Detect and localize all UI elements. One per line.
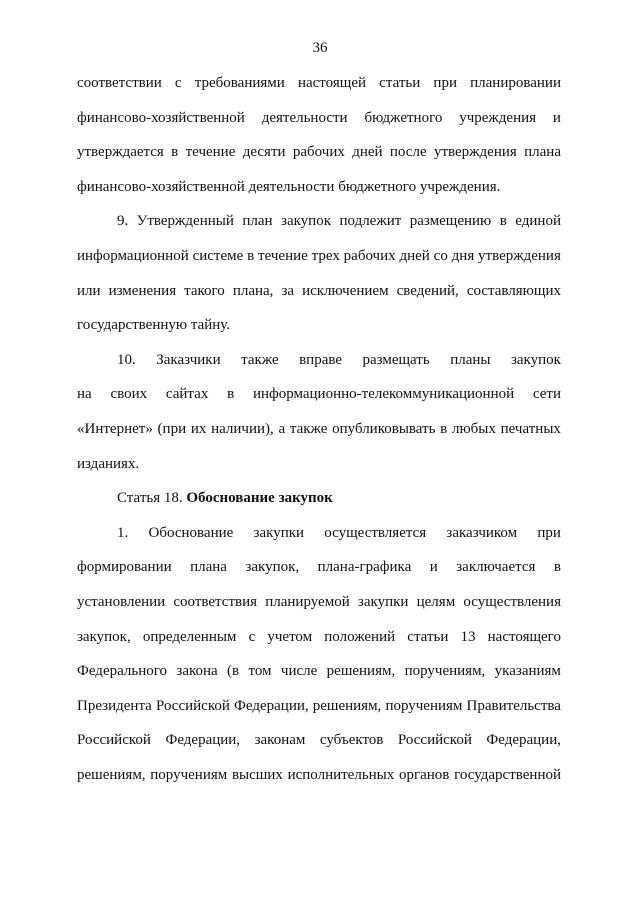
document-body (77, 72, 561, 798)
word: требованиями (194, 75, 285, 91)
word: информационно-телекоммуникационной (252, 386, 515, 403)
word: планируемой (265, 593, 350, 610)
word: законам (254, 732, 306, 749)
text-line (77, 418, 561, 453)
word: также (289, 420, 328, 437)
word: органов (398, 766, 450, 783)
word: планы (450, 351, 491, 368)
text-line (77, 591, 561, 626)
paragraph-9-line (77, 210, 561, 245)
word: решениям, (312, 697, 382, 714)
word: закупки (357, 593, 409, 610)
word: в (440, 420, 448, 437)
word: бюджетного (364, 109, 443, 126)
word: учреждения (459, 109, 537, 126)
word: сведений, (396, 282, 459, 299)
word: поручениям (150, 766, 228, 783)
word: закупок (510, 351, 561, 368)
word: составляющих (466, 282, 561, 299)
word: рабочих (292, 144, 345, 161)
word: учетом (267, 628, 313, 645)
word: утверждения (478, 247, 561, 264)
word: за (281, 282, 295, 299)
word: рабочих (343, 247, 396, 264)
word: десяти (242, 144, 286, 161)
word: положений (324, 628, 396, 645)
word: заказчиком (446, 524, 518, 541)
word: 10. (117, 351, 136, 368)
word: утверждения (433, 144, 517, 161)
word: наличии), (211, 420, 274, 437)
word: настоящей (297, 75, 367, 91)
word: Утвержденный (136, 213, 234, 230)
word: Федерации, (234, 697, 309, 714)
text-line (77, 72, 561, 107)
word: исключением (302, 282, 389, 299)
word: также (241, 351, 279, 368)
word: соответствии (77, 75, 162, 91)
word: Обоснование (148, 524, 234, 541)
word: Правительства (466, 697, 561, 714)
text-line (77, 626, 561, 661)
word: поручениям (385, 697, 463, 714)
word: 13 (460, 628, 476, 645)
word: заключается (456, 559, 536, 576)
paragraph-10-line (77, 349, 561, 384)
word: закупок, (245, 559, 300, 576)
word: 1. (117, 524, 129, 541)
word: печатных (500, 420, 561, 437)
word: единой (515, 213, 561, 230)
word: подлежит (339, 213, 402, 230)
word: их (190, 420, 207, 437)
word: финансово-хозяйственной (77, 109, 245, 126)
word: целям (416, 593, 456, 610)
word: дней (352, 144, 383, 161)
word: системе (192, 247, 244, 264)
word: статьи (407, 628, 449, 645)
word: Президента (77, 697, 152, 714)
text-line (77, 660, 561, 695)
word: том (248, 663, 272, 680)
word: решениям, (326, 663, 396, 680)
word: опубликовывать (332, 420, 436, 437)
word: такого (184, 282, 225, 299)
word: дня (451, 247, 475, 264)
word: настоящего (487, 628, 561, 645)
word: Российской (77, 732, 151, 749)
article-title: Обоснование закупок (186, 490, 333, 507)
word: высших (231, 766, 283, 783)
word: или (77, 282, 101, 299)
word: со (433, 247, 448, 264)
text-line: финансово-хозяйственной деятельности бюджетного учреждения. (77, 178, 501, 195)
page-number: 36 (312, 40, 328, 56)
word: (в (227, 663, 240, 680)
word: и (429, 559, 438, 576)
word: любых (451, 420, 496, 437)
word: Федерального (77, 663, 168, 680)
word: на (77, 386, 92, 403)
text-line (77, 141, 561, 176)
text-line (77, 107, 561, 142)
text-line: изданиях. (77, 455, 140, 472)
word: своих (110, 386, 148, 403)
word: закона (176, 663, 218, 680)
word: размещать (362, 351, 430, 368)
text-line: государственную тайну. (77, 317, 231, 334)
text-line (77, 556, 561, 591)
text-line (77, 383, 561, 418)
word: изменения (108, 282, 177, 299)
word: в (171, 144, 179, 161)
word: плана-графика (317, 559, 412, 576)
word: Российской (155, 697, 230, 714)
word: осуществления (463, 593, 561, 610)
word: указаниям (494, 663, 561, 680)
word: субъектов (319, 732, 384, 749)
word: в (553, 559, 561, 576)
word: сайтах (165, 386, 209, 403)
word: плана (190, 559, 227, 576)
word: после (389, 144, 427, 161)
word: размещению (409, 213, 492, 230)
word: соответствия (173, 593, 258, 610)
word: при (537, 524, 561, 541)
word: статьи (379, 75, 421, 91)
word: плана (524, 144, 561, 161)
word: а (278, 420, 286, 437)
word: при (433, 75, 457, 91)
word: осуществляется (324, 524, 427, 541)
article-prefix: Статья 18. (117, 490, 187, 507)
word: «Интернет» (77, 420, 153, 437)
word: в (227, 386, 235, 403)
word: числе (280, 663, 318, 680)
word: течение (258, 247, 308, 264)
word: поручениям, (404, 663, 486, 680)
paragraph-1-line (77, 522, 561, 557)
word: утверждается (77, 144, 164, 161)
word: в (499, 213, 507, 230)
word: течение (185, 144, 236, 161)
word: исполнительных (287, 766, 395, 783)
word: Заказчики (156, 351, 221, 368)
word: планировании (470, 75, 561, 91)
word: 9. (117, 213, 129, 230)
word: установлении (77, 593, 166, 610)
word: определенным (142, 628, 237, 645)
word: (при (157, 420, 187, 437)
word: и (552, 109, 561, 126)
word: решениям, (77, 766, 146, 783)
text-line (77, 245, 561, 280)
word: государственной (454, 766, 561, 783)
word: дней (399, 247, 430, 264)
word: формировании (77, 559, 172, 576)
word: информационной (77, 247, 189, 264)
word: план (242, 213, 273, 230)
text-line (77, 729, 561, 764)
word: в (247, 247, 255, 264)
word: трех (311, 247, 340, 264)
text-line (77, 695, 561, 730)
word: с (174, 75, 182, 91)
word: с (248, 628, 256, 645)
word: закупок, (77, 628, 131, 645)
word: Российской (397, 732, 472, 749)
word: сети (532, 386, 561, 403)
word: закупок (281, 213, 331, 230)
word: Федерации, (165, 732, 241, 749)
text-line (77, 764, 561, 799)
word: вправе (299, 351, 342, 368)
article-heading (77, 487, 561, 522)
word: закупки (253, 524, 305, 541)
word: деятельности (261, 109, 348, 126)
word: плана, (232, 282, 274, 299)
word: Федерации, (486, 732, 561, 749)
text-line (77, 280, 561, 315)
